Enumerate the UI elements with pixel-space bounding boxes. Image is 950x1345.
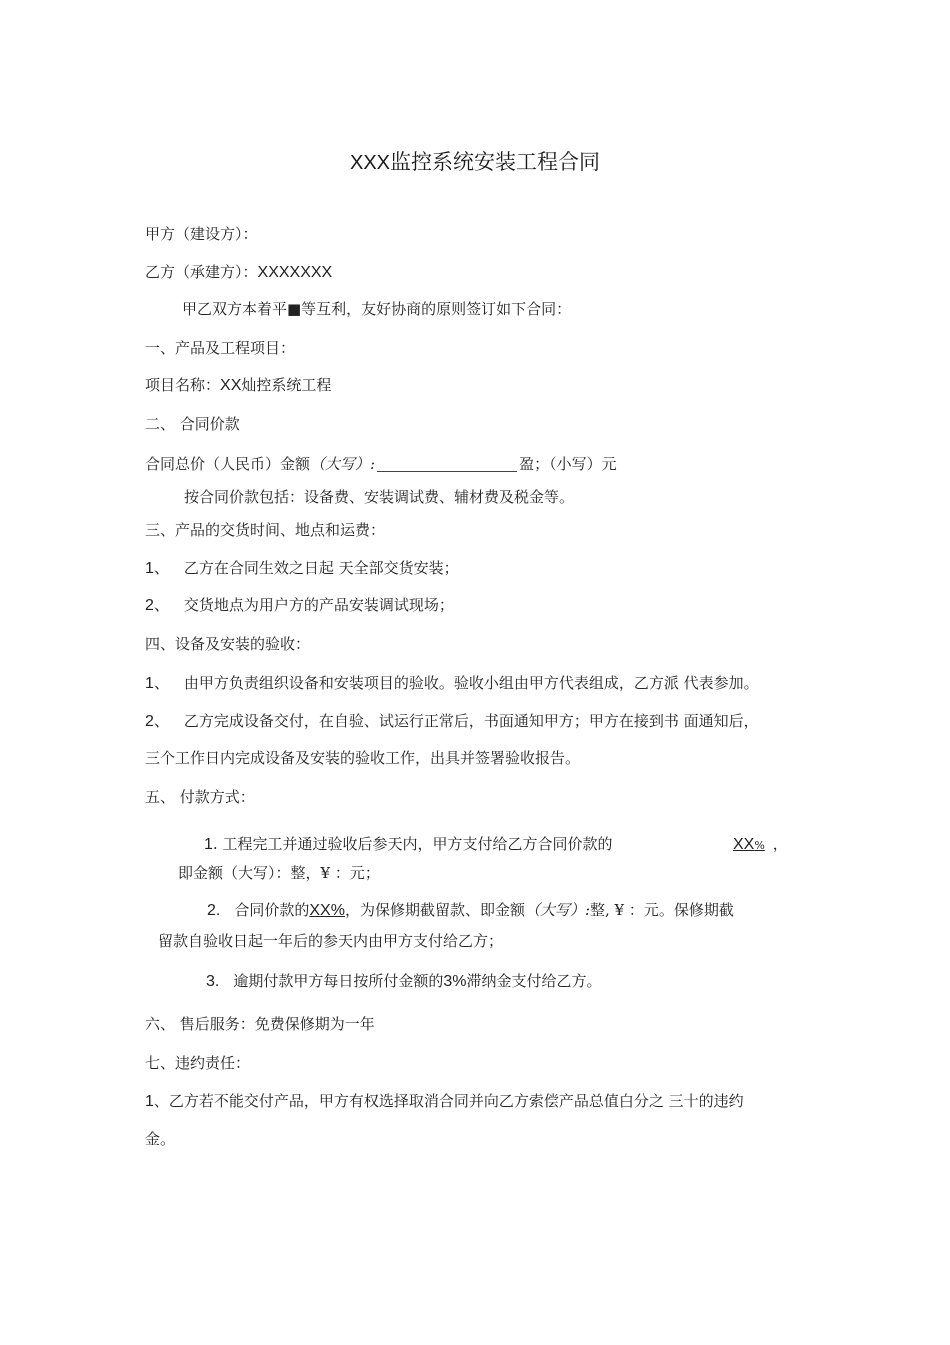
item-number: 2、 [145,597,170,614]
item-text: 交货地点为用户方的产品安装调试现场； [183,596,454,614]
item-text: 、乙方若不能交付产品，甲方有权选择取消合同并向乙方索偿产品总值白分之 三十的违约 [153,1092,744,1110]
section-7-item-1-continued: 金。 [145,1130,176,1148]
price-includes-line: 按合同价款包括：设备费、安装调试费、辅材费及税金等。 [184,488,575,506]
item-number: 1、 [145,560,170,577]
section-4-item-1 [145,672,759,695]
item-text: . 工程完工并通过验收后参天内，甲方支付给乙方合同价款的 [212,835,613,853]
item-text: 滞纳金支付给乙方。 [466,972,602,990]
title-text: 监控系统安装工程合同 [390,150,601,174]
section-4-item-2 [145,710,759,733]
item-text: 逾期付款甲方每日按所付金额的 [233,972,444,990]
item-number: 2、 [145,713,170,730]
project-name-line [145,374,331,397]
payment-item-1 [204,833,612,856]
intro-paragraph: 甲乙双方本着平■等互利，友好协商的原则签订如下合同： [182,300,572,318]
section-3-item-2 [145,594,454,617]
party-b-value: XXXXXXX [257,264,333,281]
section-4-heading: 四、设备及安装的验收： [145,635,311,653]
item-text: ，为保修期截留款、即金额 [344,901,525,919]
item-number: 3. [206,973,220,990]
section-6-line: 六、 售后服务：免费保修期为一年 [145,1015,375,1033]
section-2-heading: 二、 合同价款 [145,415,240,433]
item-text: 由甲方负责组织设备和安装项目的验收。验收小组由甲方代表组成，乙方派 代表参加。 [183,674,759,692]
project-name: 灿控系统工程 [241,376,332,394]
section-7-item-1 [145,1090,744,1113]
contract-price-line [145,453,617,475]
section-1-heading: 一、产品及工程项目： [145,339,296,357]
item-number: 1 [204,836,213,853]
item-text: 整, ¥ ：元。保修期截 [590,901,734,919]
item-text-italic: （大写）: [524,901,591,919]
price-blank [377,455,517,472]
item-text: 乙方在合同生效之日起 天全部交货安装； [183,559,459,577]
section-5-heading: 五、 付款方式： [145,788,255,806]
party-a-line: 甲方（建设方）： [145,225,258,243]
item-text: 乙方完成设备交付，在自验、试运行正常后，书面通知甲方；甲方在接到书 面通知后， [183,712,759,730]
payment-item-1-percent [733,833,788,857]
section-4-item-2-continued: 三个工作日内完成设备及安装的验收工作，出具并签署验收报告。 [145,749,581,767]
payment-item-2-continued: 留款自验收日起一年后的参天内由甲方支付给乙方； [158,932,504,950]
payment-item-2 [207,899,734,922]
project-label: 项目名称： [145,376,221,394]
party-b-line [145,261,332,284]
title-latin: XXX [349,152,391,174]
section-7-heading: 七、违约责任： [145,1054,251,1072]
item-number: 1、 [145,675,170,692]
item-number: 2. [207,902,221,919]
section-3-heading: 三、产品的交货时间、地点和运费： [145,521,386,539]
item-text: 合同价款的 [234,901,310,919]
section-3-item-1 [145,557,459,580]
party-b-label: 乙方（承建方）： [145,263,258,281]
percent-sign: % [754,839,765,852]
item-number: 1 [145,1093,154,1110]
payment-item-1-continued: 即金额（大写）：整，¥ ：元； [178,864,380,882]
percent-value: XX% [309,902,345,919]
comma: ， [772,835,788,853]
price-uppercase-label: （大写）: [310,455,376,473]
page-title [0,146,950,176]
payment-item-3 [206,970,602,993]
percent-value: 3% [443,973,467,990]
project-latin: XX [220,377,242,394]
price-label: 合同总价（人民币）金额 [145,455,311,473]
percent-value: XX [733,836,755,853]
price-lowercase-label: 盈；（小写）元 [519,455,617,473]
